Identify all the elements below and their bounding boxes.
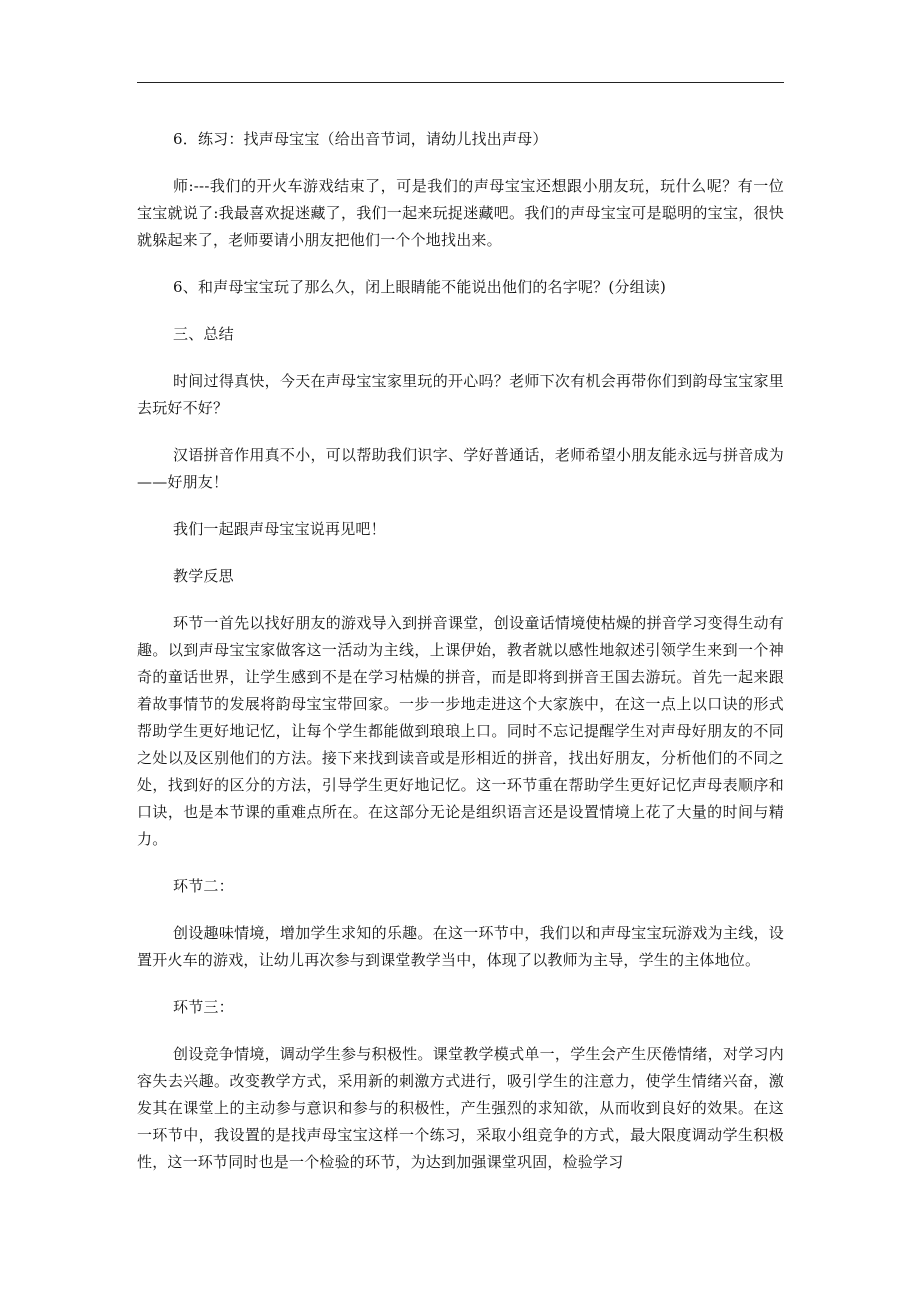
activity-paragraph: 6、和声母宝宝玩了那么久，闭上眼睛能不能说出他们的名字呢？(分组读)	[173, 278, 667, 296]
section-2-heading: 环节二：	[173, 877, 234, 895]
summary-paragraph-2: 汉语拼音作用真不小，可以帮助我们识字、学好普通话，老师希望小朋友能永远与拼音成为——好朋友！	[137, 446, 784, 491]
summary-heading: 三、总结	[173, 325, 234, 343]
section-3-heading: 环节三：	[173, 998, 234, 1016]
document-body	[137, 126, 784, 1196]
reflection-section-3: 创设竞争情境，调动学生参与积极性。课堂教学模式单一，学生会产生厌倦情绪，对学习内容失去兴趣。改变教学方式，采用新的刺激方式进行，吸引学生的注意力，使学生情绪兴奋，激发其在课堂上的主动参与意识和参与的积极性，产生强烈的求知欲，从而收到良好的效果。在这一环节中，我设置的是找声母宝宝这样一个练习，采取小组竞争的方式，最大限度调动学生积极性，这一环节同时也是一个检验的环节，为达到加强课堂巩固，检验学习	[137, 1045, 784, 1171]
exercise-heading: 6．练习：找声母宝宝（给出音节词，请幼儿找出声母）	[173, 130, 548, 148]
reflection-section-1: 环节一首先以找好朋友的游戏导入到拼音课堂，创设童话情境使枯燥的拼音学习变得生动有趣。以到声母宝宝家做客这一活动为主线，上课伊始，教者就以感性地叙述引领学生来到一个神奇的童话世界，让学生感到不是在学习枯燥的拼音，而是即将到拼音王国去游玩。首先一起来跟着故事情节的发展将韵母宝宝带回家。一步一步地走进这个大家族中，在这一点上以口诀的形式帮助学生更好地记忆，让每个学生都能做到琅琅上口。同时不忘记提醒学生对声母好朋友的不同之处以及区别他们的方法。接下来找到读音或是形相近的拼音，找出好朋友，分析他们的不同之处，找到好的区分的方法，引导学生更好地记忆。这一环节重在帮助学生更好记忆声母表顺序和口诀，也是本节课的重难点所在。在这部分无论是组织语言还是设置情境上花了大量的时间与精力。	[137, 614, 784, 848]
header-rule	[137, 82, 784, 83]
reflection-section-2: 创设趣味情境，增加学生求知的乐趣。在这一环节中，我们以和声母宝宝玩游戏为主线，设置开火车的游戏，让幼儿再次参与到课堂教学当中，体现了以教师为主导，学生的主体地位。	[137, 924, 784, 969]
summary-paragraph-3: 我们一起跟声母宝宝说再见吧！	[173, 520, 386, 538]
teacher-dialogue-paragraph: 师:---我们的开火车游戏结束了，可是我们的声母宝宝还想跟小朋友玩，玩什么呢？有一位宝宝就说了:我最喜欢捉迷藏了，我们一起来玩捉迷藏吧。我们的声母宝宝可是聪明的宝宝，很快就躲起来了，老师要请小朋友把他们一个个地找出来。	[137, 177, 784, 249]
reflection-heading: 教学反思	[173, 567, 234, 585]
summary-paragraph-1: 时间过得真快，今天在声母宝宝家里玩的开心吗？老师下次有机会再带你们到韵母宝宝家里去玩好不好？	[137, 372, 784, 417]
